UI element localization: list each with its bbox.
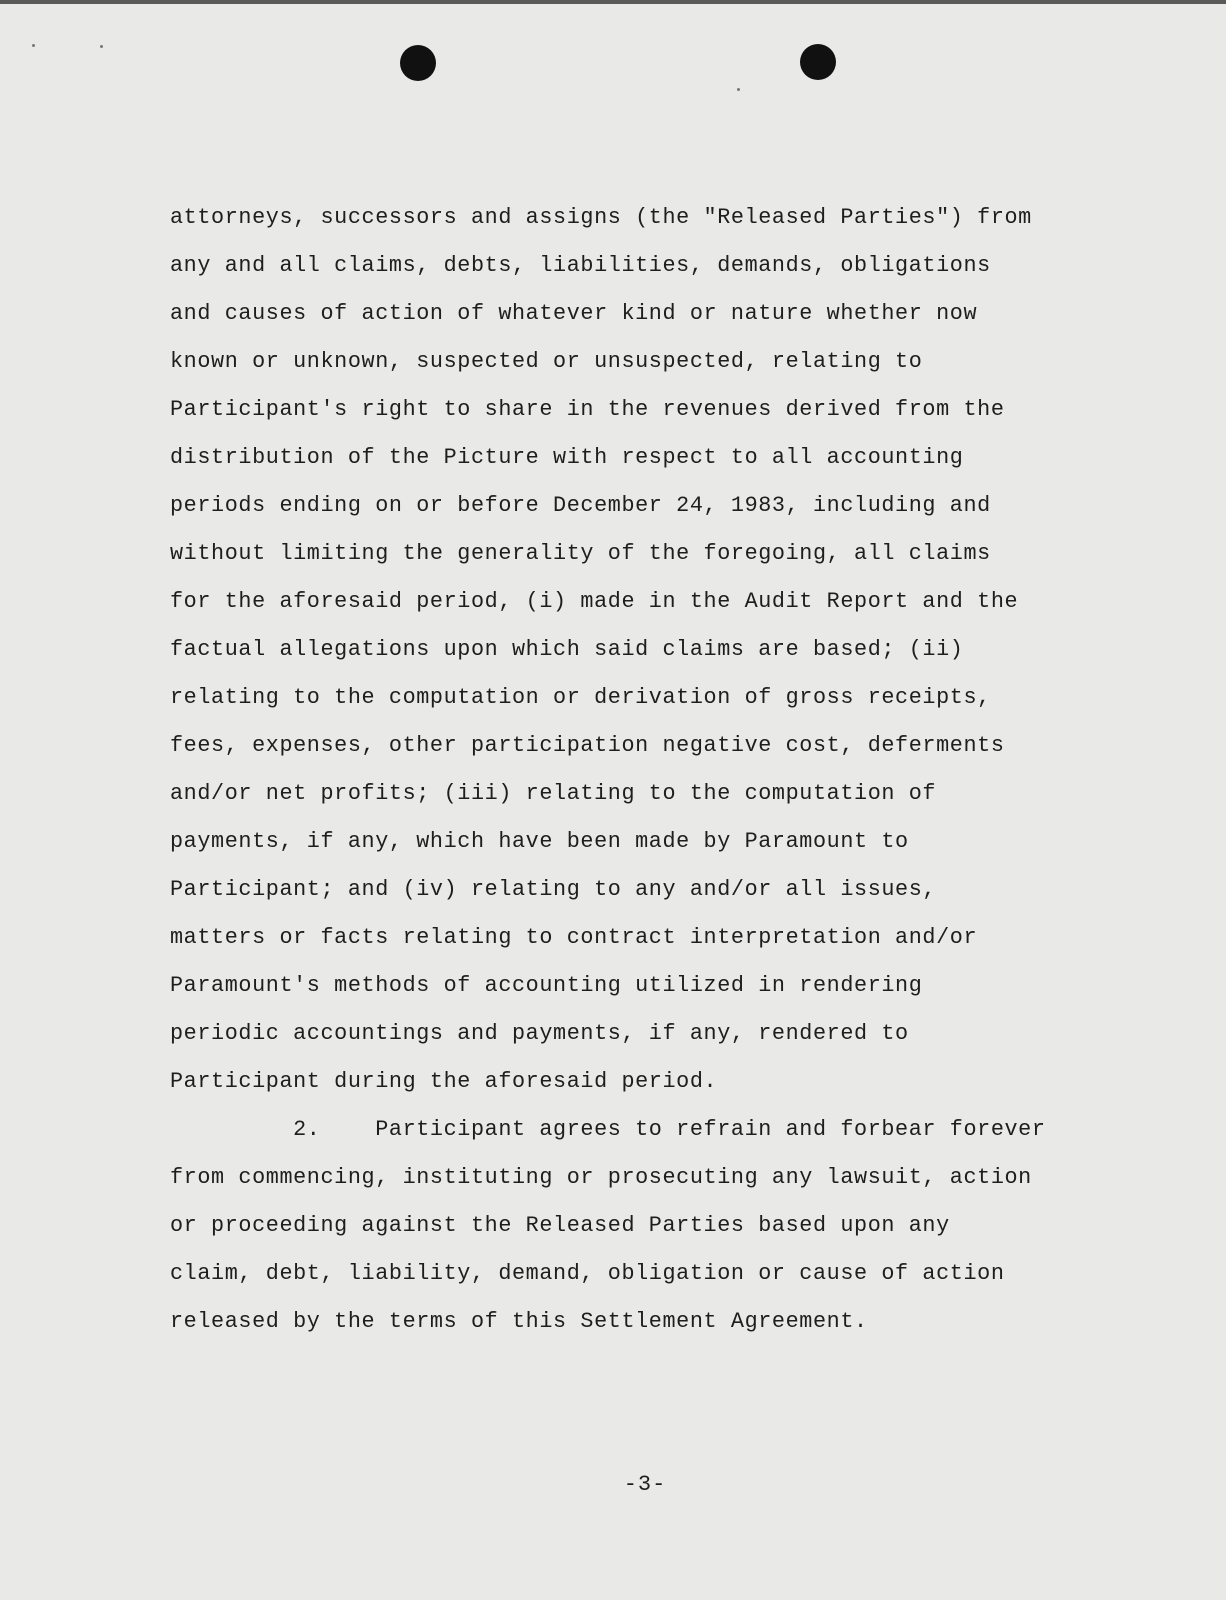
body-text-line: Participant's right to share in the revenues derived from the (170, 397, 1005, 422)
body-text-line: released by the terms of this Settlement Agreement. (170, 1309, 868, 1334)
body-text-line: periods ending on or before December 24, 1983, including and (170, 493, 991, 518)
body-text-line: payments, if any, which have been made by Paramount to (170, 829, 909, 854)
punch-hole-right (800, 44, 836, 80)
page-number: -3- (623, 1472, 667, 1497)
paper-speck (100, 45, 103, 48)
body-text-line: factual allegations upon which said claims are based; (ii) (170, 637, 964, 662)
paragraph-2-first-line: 2. Participant agrees to refrain and forbear forever (170, 1117, 1046, 1142)
body-text-line: claim, debt, liability, demand, obligation or cause of action (170, 1261, 1005, 1286)
body-text-line: Paramount's methods of accounting utilized in rendering (170, 973, 923, 998)
body-text-line: periodic accountings and payments, if any, rendered to (170, 1021, 909, 1046)
body-text-line: or proceeding against the Released Parties based upon any (170, 1213, 950, 1238)
body-text-line: Participant; and (iv) relating to any and/or all issues, (170, 877, 937, 902)
paper-speck (737, 88, 740, 91)
punch-hole-left (400, 45, 436, 81)
body-text-line: relating to the computation or derivation of gross receipts, (170, 685, 991, 710)
body-text-line: known or unknown, suspected or unsuspected, relating to (170, 349, 923, 374)
body-text-line: Participant during the aforesaid period. (170, 1069, 718, 1094)
body-text-line: from commencing, instituting or prosecuting any lawsuit, action (170, 1165, 1032, 1190)
body-text-line: for the aforesaid period, (i) made in the Audit Report and the (170, 589, 1019, 614)
body-text-line: fees, expenses, other participation negative cost, deferments (170, 733, 1005, 758)
body-text-line: and/or net profits; (iii) relating to the computation of (170, 781, 937, 806)
body-text-line: attorneys, successors and assigns (the "Released Parties") from (170, 205, 1032, 230)
body-text-line: without limiting the generality of the foregoing, all claims (170, 541, 991, 566)
body-text-line: matters or facts relating to contract interpretation and/or (170, 925, 978, 950)
body-text-line: any and all claims, debts, liabilities, demands, obligations (170, 253, 991, 278)
body-text-line: and causes of action of whatever kind or nature whether now (170, 301, 978, 326)
paper-speck (32, 44, 35, 47)
body-text-line: distribution of the Picture with respect to all accounting (170, 445, 964, 470)
